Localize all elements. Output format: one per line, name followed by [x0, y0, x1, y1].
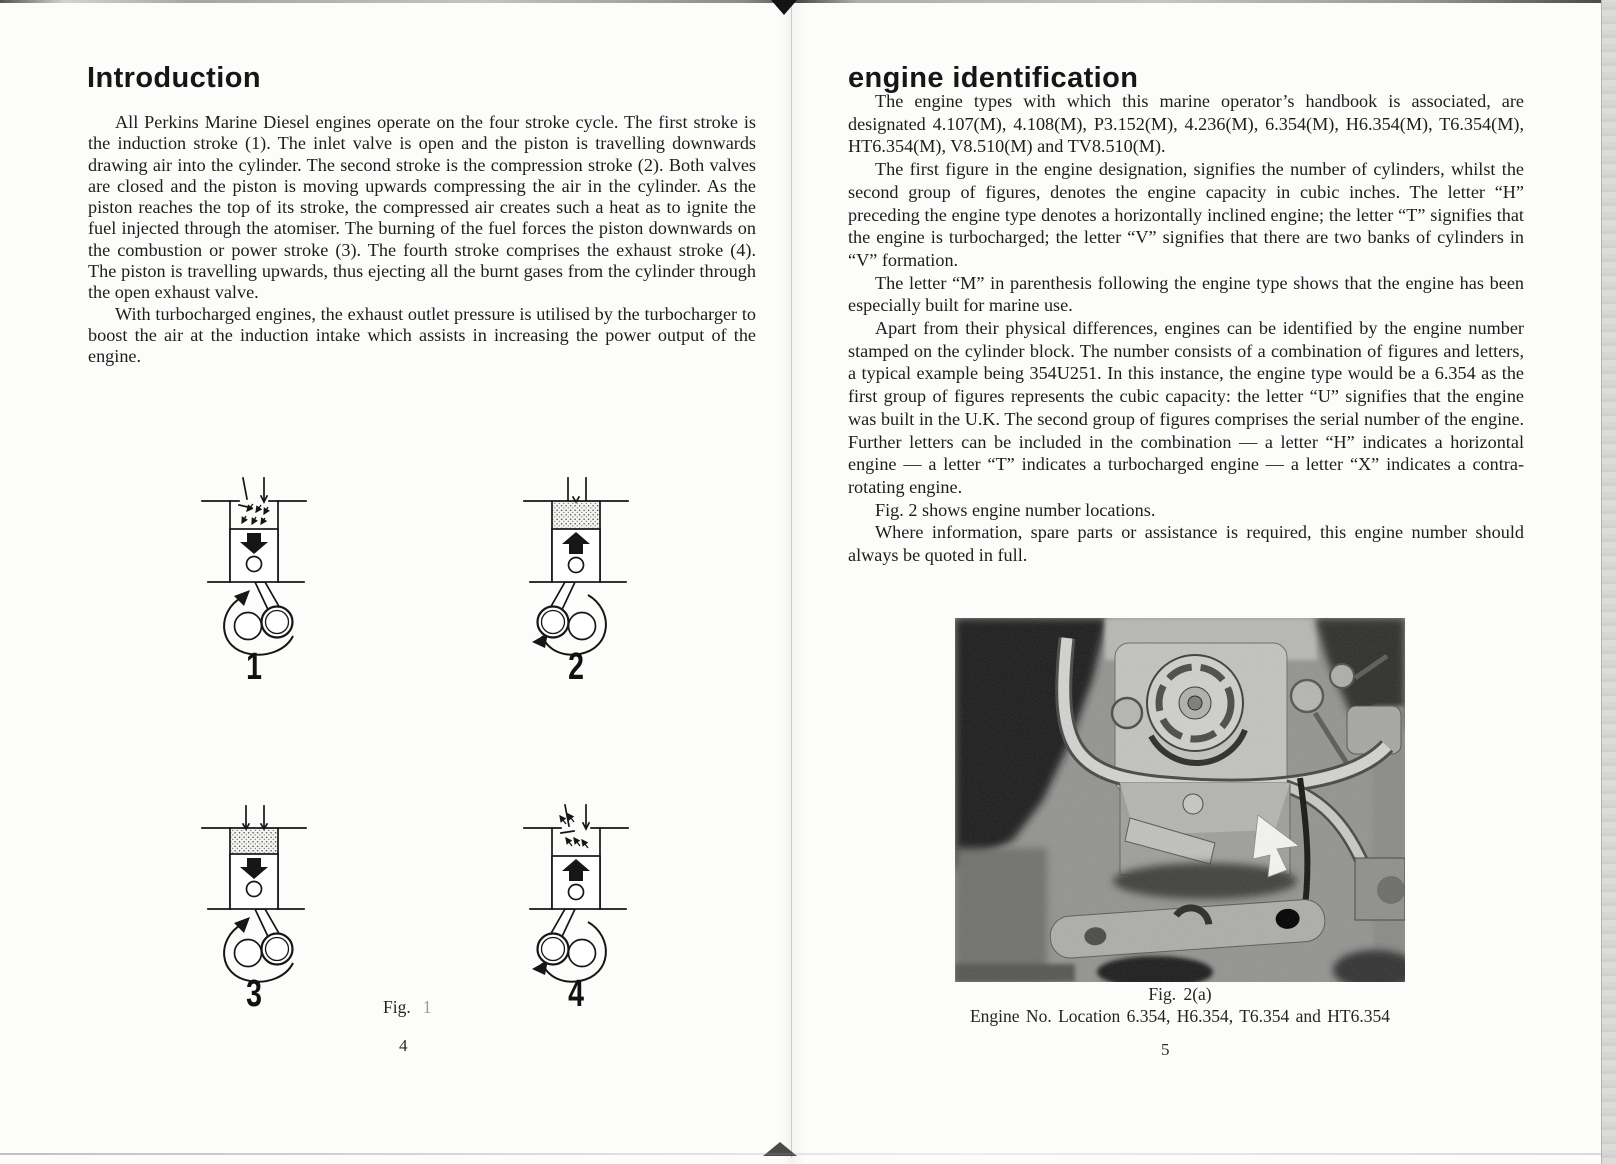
scan-right-edge	[1601, 0, 1616, 1164]
engineid-paragraph-1: The engine types with which this marine operator’s handbook is associated, are designated 4.107(M), 4.108(M), P3.152(M), 4.236(M), 6.354(M), H6.354(M), T6.354(M), HT6.354(M), V8.510(M) and TV8.510(M).	[848, 91, 1524, 157]
combustion-region	[231, 829, 277, 854]
stroke-number-4: 4	[568, 973, 584, 1015]
figure2-caption-title: Fig. 2(a)	[1148, 984, 1212, 1004]
engineid-paragraph-6: Where information, spare parts or assistance is required, this engine number should always be quoted in full.	[848, 522, 1524, 566]
binding-mark-top	[771, 0, 797, 15]
intro-paragraph-2: With turbocharged engines, the exhaust outlet pressure is utilised by the turbocharger to boost the air at the induction intake which assists in increasing the power output of the engine.	[88, 303, 756, 367]
stroke-diagram-exhaust	[520, 791, 632, 1017]
stroke-diagram-compression	[520, 464, 632, 690]
crankshaft	[532, 582, 606, 655]
stroke-number-3: 3	[246, 973, 262, 1015]
binding-gutter-shade	[780, 0, 806, 1164]
stroke-number-1: 1	[246, 646, 262, 688]
scan-bottom-edge	[0, 1153, 1616, 1155]
piston	[230, 854, 278, 909]
compressed-air-region	[553, 502, 599, 529]
crankshaft	[224, 909, 293, 982]
engine-photo	[955, 618, 1405, 982]
engine-identification-text	[848, 90, 1524, 567]
binding-gutter-line	[791, 4, 792, 1158]
left-page-number: 4	[399, 1036, 408, 1055]
figure1-caption	[383, 997, 431, 1018]
piston	[552, 856, 600, 909]
crankshaft	[224, 582, 293, 655]
right-page-number: 5	[1161, 1040, 1170, 1059]
piston	[552, 529, 600, 582]
piston	[230, 529, 278, 582]
intro-paragraph-1: All Perkins Marine Diesel engines operate on the four stroke cycle. The first stroke is the induction stroke (1). The inlet valve is open and the piston is travelling downwards drawing air into the cylinder. The second stroke is the compression stroke (2). Both valves are closed and the piston is moving upwards compressing the air in the cylinder. As the piston reaches the top of its stroke, the compressed air creates such a heat as to ignite the fuel injected through the atomiser. The burning of the fuel forces the piston downwards on the combustion or power stroke (3). The fourth stroke comprises the exhaust stroke (4). The piston is travelling upwards, thus ejecting all the burnt gases from the cylinder through the open exhaust valve.	[88, 112, 756, 303]
stroke-diagram-power	[198, 791, 310, 1017]
crankshaft	[532, 909, 606, 982]
left-page-title: Introduction	[87, 62, 261, 94]
engine-photo-graphic	[955, 618, 1405, 982]
stroke-diagram-induction	[198, 464, 310, 690]
engineid-paragraph-2: The first figure in the engine designation, signifies the number of cylinders, whilst the second group of figures, denotes the engine capacity in cubic inches. The letter “H” preceding the engine type denotes a horizontally inclined engine; the letter “T” signifies that the engine is turbocharged; the letter “V” signifies that there are two banks of cylinders in “V” formation.	[848, 159, 1524, 270]
figure2-caption-subtitle: Engine No. Location 6.354, H6.354, T6.354 and HT6.354	[969, 1006, 1390, 1026]
engineid-paragraph-5: Fig. 2 shows engine number locations.	[875, 499, 1156, 520]
engineid-paragraph-4: Apart from their physical differences, engines can be identified by the engine number stamped on the cylinder block. The number consists of a combination of figures and letters, a typical example being 354U251. In this instance, the engine type would be a 6.354 as the first group of figures represents the cubic capacity: the letter “U” signifies that the engine was built in the U.K. The second group of figures comprises the serial number of the engine. Further letters can be included in the combination — a letter “H” indicates a horizontal engine — a letter “T” indicates a turbocharged engine — a letter “X” indicates a contra-rotating engine.	[848, 318, 1524, 497]
scan-top-edge	[0, 0, 1616, 3]
figure1-caption-label: Fig.	[383, 997, 411, 1017]
stroke-number-2: 2	[568, 646, 584, 688]
introduction-text	[88, 112, 756, 368]
figure1-caption-number: 1	[422, 997, 432, 1017]
engineid-paragraph-3: The letter “M” in parenthesis following the engine type shows that the engine has been especially built for marine use.	[848, 272, 1524, 316]
right-page-title: engine identification	[848, 62, 1139, 94]
photo-grain	[955, 618, 1405, 982]
